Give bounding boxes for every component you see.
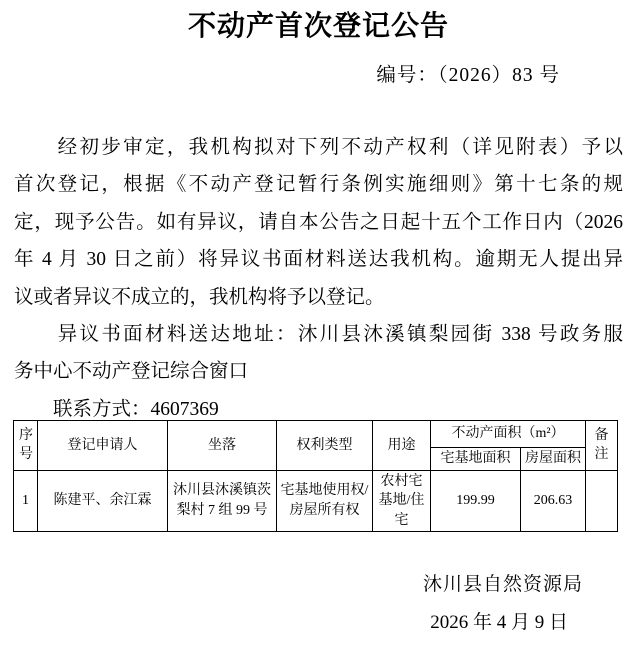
header-seq: 序号 <box>14 421 38 471</box>
header-location: 坐落 <box>168 421 277 471</box>
body-line: 议或者异议不成立的，我机构将予以登记。 <box>14 286 385 308</box>
body-line: 经初步审定，我机构拟对下列不动产权利（详见附表）予以 <box>14 137 623 158</box>
header-applicant: 登记申请人 <box>38 421 168 471</box>
issue-date: 2026 年 4 月 9 日 <box>430 612 568 633</box>
body-line: 异议书面材料送达地址：沐川县沐溪镇梨园街 338 号政务服 <box>14 323 623 345</box>
announcement-body <box>14 129 623 428</box>
header-area-group: 不动产面积（m²） <box>431 421 586 448</box>
header-usage: 用途 <box>373 421 431 471</box>
cell-right-type: 宅基地使用权/房屋所有权 <box>277 470 373 532</box>
body-line: 务中心不动产登记综合窗口 <box>14 361 249 383</box>
header-remark: 备注 <box>586 421 618 471</box>
page-title: 不动产首次登记公告 <box>187 10 449 41</box>
cell-usage: 农村宅基地/住宅 <box>373 470 431 532</box>
registration-table <box>13 420 618 532</box>
issuer-signature: 沐川县自然资源局 <box>422 574 583 595</box>
table-row <box>14 470 618 532</box>
body-line: 定，现予公告。如有异议，请自本公告之日起十五个工作日内（2026 <box>14 211 623 233</box>
body-line: 联系方式：4607369 <box>14 398 219 420</box>
cell-applicant: 陈建平、余江霖 <box>38 470 168 532</box>
cell-house-area: 206.63 <box>521 470 586 532</box>
cell-location: 沐川县沐溪镇茨梨村 7 组 99 号 <box>168 470 277 532</box>
cell-remark <box>586 470 618 532</box>
body-line: 年 4 月 30 日之前）将异议书面材料送达我机构。逾期无人提出异 <box>14 249 623 271</box>
cell-seq: 1 <box>14 470 38 532</box>
doc-number: 编号：（2026）83 号 <box>376 65 560 86</box>
header-homestead-area: 宅基地面积 <box>431 448 521 471</box>
body-line: 首次登记，根据《不动产登记暂行条例实施细则》第十七条的规 <box>14 174 623 196</box>
cell-homestead-area: 199.99 <box>431 470 521 532</box>
header-right-type: 权利类型 <box>277 421 373 471</box>
header-house-area: 房屋面积 <box>521 448 586 471</box>
